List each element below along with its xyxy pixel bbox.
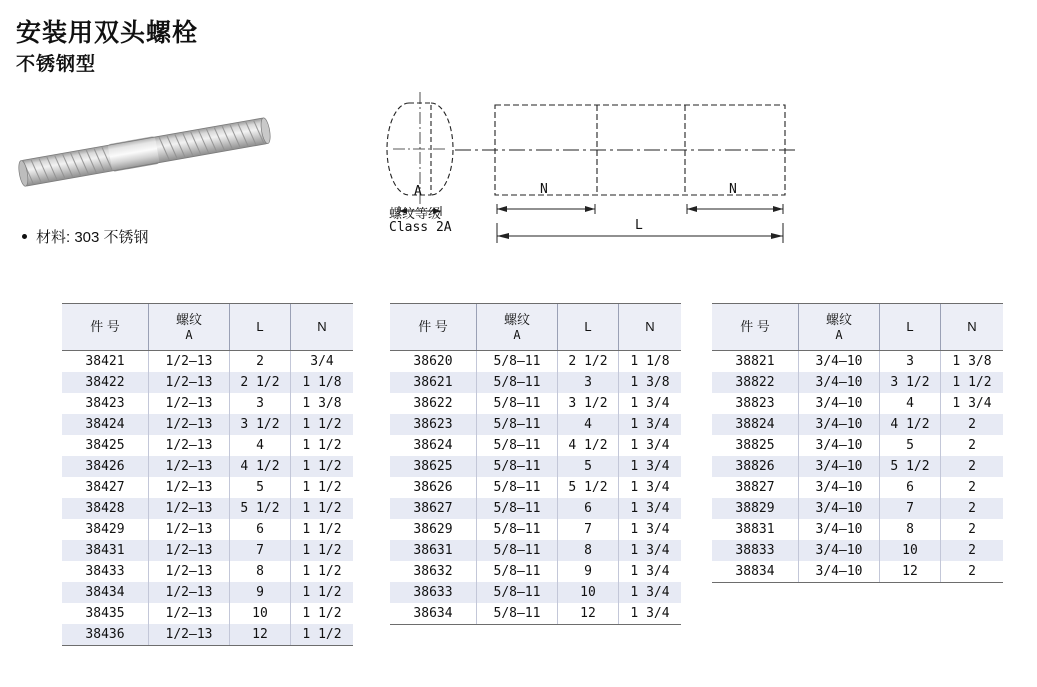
- cell-l: 9: [230, 582, 291, 603]
- table-row: [712, 477, 1003, 498]
- cell-part-no: 38621: [390, 372, 477, 393]
- cell-thread: 5/8–11: [477, 519, 558, 540]
- thread-class-cn-label: 螺纹等级: [389, 206, 442, 221]
- cell-part-no: 38823: [712, 393, 799, 414]
- cell-n: 1 1/2: [291, 582, 354, 603]
- table-row: [62, 435, 353, 456]
- table-row: [712, 561, 1003, 583]
- cell-part-no: 38429: [62, 519, 149, 540]
- table-row: [62, 561, 353, 582]
- cell-l: 5: [558, 456, 619, 477]
- cell-thread: 3/4–10: [799, 477, 880, 498]
- cell-n: 1 1/2: [941, 372, 1004, 393]
- cell-thread: 1/2–13: [149, 624, 230, 646]
- table-row: [62, 456, 353, 477]
- cell-thread: 5/8–11: [477, 351, 558, 373]
- cell-thread: 3/4–10: [799, 498, 880, 519]
- cell-part-no: 38427: [62, 477, 149, 498]
- table-row: [712, 498, 1003, 519]
- cell-l: 2 1/2: [230, 372, 291, 393]
- cell-part-no: 38626: [390, 477, 477, 498]
- table-row: [390, 351, 681, 373]
- table-row: [390, 393, 681, 414]
- cell-part-no: 38622: [390, 393, 477, 414]
- table-row: [390, 435, 681, 456]
- cell-part-no: 38423: [62, 393, 149, 414]
- cell-n: 2: [941, 561, 1004, 583]
- cell-part-no: 38632: [390, 561, 477, 582]
- cell-l: 5 1/2: [230, 498, 291, 519]
- cell-n: 1 1/2: [291, 435, 354, 456]
- thread-class-en-label: Class 2A: [389, 220, 452, 235]
- cell-thread: 1/2–13: [149, 540, 230, 561]
- cell-l: 8: [230, 561, 291, 582]
- cell-l: 3 1/2: [558, 393, 619, 414]
- cell-thread: 5/8–11: [477, 414, 558, 435]
- cell-n: 3/4: [291, 351, 354, 373]
- table-row: [390, 561, 681, 582]
- table-middle: [390, 303, 681, 625]
- cell-thread: 3/4–10: [799, 372, 880, 393]
- table-row: [62, 519, 353, 540]
- cell-l: 8: [880, 519, 941, 540]
- dim-label-a: A: [414, 184, 422, 199]
- cell-part-no: 38634: [390, 603, 477, 625]
- cell-l: 5 1/2: [558, 477, 619, 498]
- cell-l: 3: [880, 351, 941, 373]
- table-row: [712, 393, 1003, 414]
- cell-n: 1 1/2: [291, 477, 354, 498]
- cell-l: 5: [230, 477, 291, 498]
- col-header-l: L: [880, 304, 941, 351]
- cell-n: 1 3/4: [619, 414, 682, 435]
- cell-n: 1 3/4: [619, 498, 682, 519]
- cell-l: 6: [880, 477, 941, 498]
- cell-thread: 3/4–10: [799, 393, 880, 414]
- cell-thread: 1/2–13: [149, 603, 230, 624]
- col-header-part-no: 件 号: [62, 304, 149, 351]
- cell-part-no: 38629: [390, 519, 477, 540]
- cell-thread: 1/2–13: [149, 393, 230, 414]
- cell-l: 6: [558, 498, 619, 519]
- table-row: [62, 372, 353, 393]
- cell-n: 1 3/4: [619, 582, 682, 603]
- col-header-l: L: [558, 304, 619, 351]
- cell-n: 1 3/8: [291, 393, 354, 414]
- col-header-thread: 螺纹 A: [477, 304, 558, 351]
- table-right-head: [712, 304, 1003, 351]
- cell-l: 4: [880, 393, 941, 414]
- cell-part-no: 38620: [390, 351, 477, 373]
- cell-n: 1 1/2: [291, 540, 354, 561]
- cell-l: 7: [880, 498, 941, 519]
- cell-n: 1 1/2: [291, 603, 354, 624]
- table-row: [390, 519, 681, 540]
- cell-part-no: 38831: [712, 519, 799, 540]
- cell-part-no: 38822: [712, 372, 799, 393]
- table-middle-body: [390, 351, 681, 625]
- table-row: [62, 624, 353, 646]
- cell-thread: 5/8–11: [477, 498, 558, 519]
- cell-n: 2: [941, 540, 1004, 561]
- cell-part-no: 38425: [62, 435, 149, 456]
- col-header-n: N: [619, 304, 682, 351]
- cell-part-no: 38825: [712, 435, 799, 456]
- cell-n: 1 1/2: [291, 624, 354, 646]
- cell-n: 1 1/8: [619, 351, 682, 373]
- cell-thread: 3/4–10: [799, 351, 880, 373]
- cell-part-no: 38833: [712, 540, 799, 561]
- cell-l: 4: [230, 435, 291, 456]
- cell-l: 12: [880, 561, 941, 583]
- cell-thread: 5/8–11: [477, 540, 558, 561]
- col-header-thread: 螺纹 A: [149, 304, 230, 351]
- table-row: [390, 540, 681, 561]
- cell-part-no: 38631: [390, 540, 477, 561]
- cell-thread: 1/2–13: [149, 477, 230, 498]
- cell-l: 9: [558, 561, 619, 582]
- cell-thread: 5/8–11: [477, 393, 558, 414]
- cell-n: 1 3/4: [619, 393, 682, 414]
- col-header-n: N: [291, 304, 354, 351]
- table-row: [62, 393, 353, 414]
- page-subtitle: 不锈钢型: [16, 54, 97, 75]
- cell-thread: 3/4–10: [799, 456, 880, 477]
- cell-l: 10: [230, 603, 291, 624]
- table-row: [62, 498, 353, 519]
- cell-l: 7: [558, 519, 619, 540]
- cell-part-no: 38834: [712, 561, 799, 583]
- cell-l: 5: [880, 435, 941, 456]
- cell-thread: 3/4–10: [799, 561, 880, 583]
- cell-n: 2: [941, 435, 1004, 456]
- cell-l: 2: [230, 351, 291, 373]
- cell-n: 1 1/2: [291, 519, 354, 540]
- cell-part-no: 38625: [390, 456, 477, 477]
- cell-l: 4 1/2: [230, 456, 291, 477]
- cell-part-no: 38624: [390, 435, 477, 456]
- dim-label-l: L: [635, 218, 643, 233]
- cell-n: 1 1/2: [291, 561, 354, 582]
- cell-thread: 1/2–13: [149, 351, 230, 373]
- table-row: [712, 456, 1003, 477]
- material-text: 材料: 303 不锈钢: [36, 229, 149, 246]
- cell-l: 2 1/2: [558, 351, 619, 373]
- cell-n: 1 3/8: [941, 351, 1004, 373]
- cell-thread: 3/4–10: [799, 519, 880, 540]
- cell-part-no: 38428: [62, 498, 149, 519]
- cell-l: 10: [880, 540, 941, 561]
- cell-part-no: 38424: [62, 414, 149, 435]
- cell-thread: 5/8–11: [477, 372, 558, 393]
- table-header-row: [62, 304, 353, 351]
- cell-part-no: 38433: [62, 561, 149, 582]
- dim-label-n-right: N: [729, 182, 737, 197]
- cell-l: 4 1/2: [558, 435, 619, 456]
- cell-thread: 3/4–10: [799, 414, 880, 435]
- table-right-body: [712, 351, 1003, 583]
- cell-thread: 3/4–10: [799, 540, 880, 561]
- table-row: [712, 372, 1003, 393]
- cell-n: 1 1/2: [291, 414, 354, 435]
- dim-label-n-left: N: [540, 182, 548, 197]
- cell-thread: 5/8–11: [477, 561, 558, 582]
- cell-thread: 5/8–11: [477, 603, 558, 625]
- cell-n: 2: [941, 456, 1004, 477]
- cell-part-no: 38422: [62, 372, 149, 393]
- cell-l: 7: [230, 540, 291, 561]
- table-row: [390, 603, 681, 625]
- cell-l: 10: [558, 582, 619, 603]
- cell-n: 1 3/4: [619, 435, 682, 456]
- cell-l: 3 1/2: [880, 372, 941, 393]
- table-header-row: [390, 304, 681, 351]
- col-header-part-no: 件 号: [712, 304, 799, 351]
- cell-l: 12: [558, 603, 619, 625]
- cell-thread: 1/2–13: [149, 435, 230, 456]
- cell-n: 1 3/4: [941, 393, 1004, 414]
- table-left-body: [62, 351, 353, 646]
- cell-l: 8: [558, 540, 619, 561]
- cell-n: 1 1/2: [291, 456, 354, 477]
- cell-n: 1 3/4: [619, 603, 682, 625]
- table-row: [62, 414, 353, 435]
- cell-part-no: 38434: [62, 582, 149, 603]
- cell-thread: 5/8–11: [477, 435, 558, 456]
- table-row: [390, 498, 681, 519]
- table-header-row: [712, 304, 1003, 351]
- cell-n: 1 3/4: [619, 540, 682, 561]
- cell-part-no: 38821: [712, 351, 799, 373]
- table-right: [712, 303, 1003, 583]
- cell-part-no: 38431: [62, 540, 149, 561]
- col-header-n: N: [941, 304, 1004, 351]
- cell-n: 2: [941, 477, 1004, 498]
- table-row: [62, 540, 353, 561]
- cell-l: 3: [558, 372, 619, 393]
- col-header-l: L: [230, 304, 291, 351]
- cell-n: 1 3/4: [619, 561, 682, 582]
- cell-part-no: 38421: [62, 351, 149, 373]
- cell-n: 2: [941, 519, 1004, 540]
- cell-thread: 1/2–13: [149, 372, 230, 393]
- cell-thread: 1/2–13: [149, 582, 230, 603]
- cell-l: 6: [230, 519, 291, 540]
- table-row: [712, 414, 1003, 435]
- table-row: [390, 414, 681, 435]
- cell-n: 1 3/4: [619, 477, 682, 498]
- cell-thread: 5/8–11: [477, 477, 558, 498]
- cell-thread: 1/2–13: [149, 519, 230, 540]
- col-header-part-no: 件 号: [390, 304, 477, 351]
- table-row: [390, 477, 681, 498]
- cell-part-no: 38824: [712, 414, 799, 435]
- page-title-block: [16, 18, 198, 77]
- table-row: [390, 456, 681, 477]
- cell-thread: 1/2–13: [149, 498, 230, 519]
- table-row: [62, 603, 353, 624]
- technical-drawing: [385, 78, 805, 258]
- cell-part-no: 38627: [390, 498, 477, 519]
- cell-thread: 1/2–13: [149, 456, 230, 477]
- cell-thread: 1/2–13: [149, 561, 230, 582]
- table-row: [62, 351, 353, 373]
- table-left: [62, 303, 353, 646]
- cell-thread: 5/8–11: [477, 456, 558, 477]
- cell-n: 1 3/4: [619, 456, 682, 477]
- product-photo: [10, 105, 280, 195]
- table-row: [62, 582, 353, 603]
- cell-l: 4 1/2: [880, 414, 941, 435]
- cell-l: 5 1/2: [880, 456, 941, 477]
- cell-n: 2: [941, 498, 1004, 519]
- cell-n: 1 1/8: [291, 372, 354, 393]
- cell-part-no: 38827: [712, 477, 799, 498]
- cell-n: 2: [941, 414, 1004, 435]
- cell-thread: 3/4–10: [799, 435, 880, 456]
- cell-l: 4: [558, 414, 619, 435]
- cell-part-no: 38633: [390, 582, 477, 603]
- bullet-icon: [22, 234, 27, 239]
- material-note: [22, 226, 149, 247]
- table-row: [712, 519, 1003, 540]
- cell-n: 1 3/8: [619, 372, 682, 393]
- table-middle-head: [390, 304, 681, 351]
- cell-l: 3 1/2: [230, 414, 291, 435]
- cell-part-no: 38826: [712, 456, 799, 477]
- table-row: [62, 477, 353, 498]
- cell-n: 1 3/4: [619, 519, 682, 540]
- cell-part-no: 38829: [712, 498, 799, 519]
- cell-part-no: 38436: [62, 624, 149, 646]
- table-row: [390, 372, 681, 393]
- col-header-thread: 螺纹 A: [799, 304, 880, 351]
- cell-part-no: 38435: [62, 603, 149, 624]
- cell-l: 12: [230, 624, 291, 646]
- cell-thread: 5/8–11: [477, 582, 558, 603]
- cell-part-no: 38623: [390, 414, 477, 435]
- table-row: [712, 540, 1003, 561]
- table-row: [712, 435, 1003, 456]
- cell-part-no: 38426: [62, 456, 149, 477]
- cell-thread: 1/2–13: [149, 414, 230, 435]
- page-title: 安装用双头螺栓: [16, 19, 199, 47]
- table-row: [712, 351, 1003, 373]
- cell-n: 1 1/2: [291, 498, 354, 519]
- cell-l: 3: [230, 393, 291, 414]
- table-left-head: [62, 304, 353, 351]
- table-row: [390, 582, 681, 603]
